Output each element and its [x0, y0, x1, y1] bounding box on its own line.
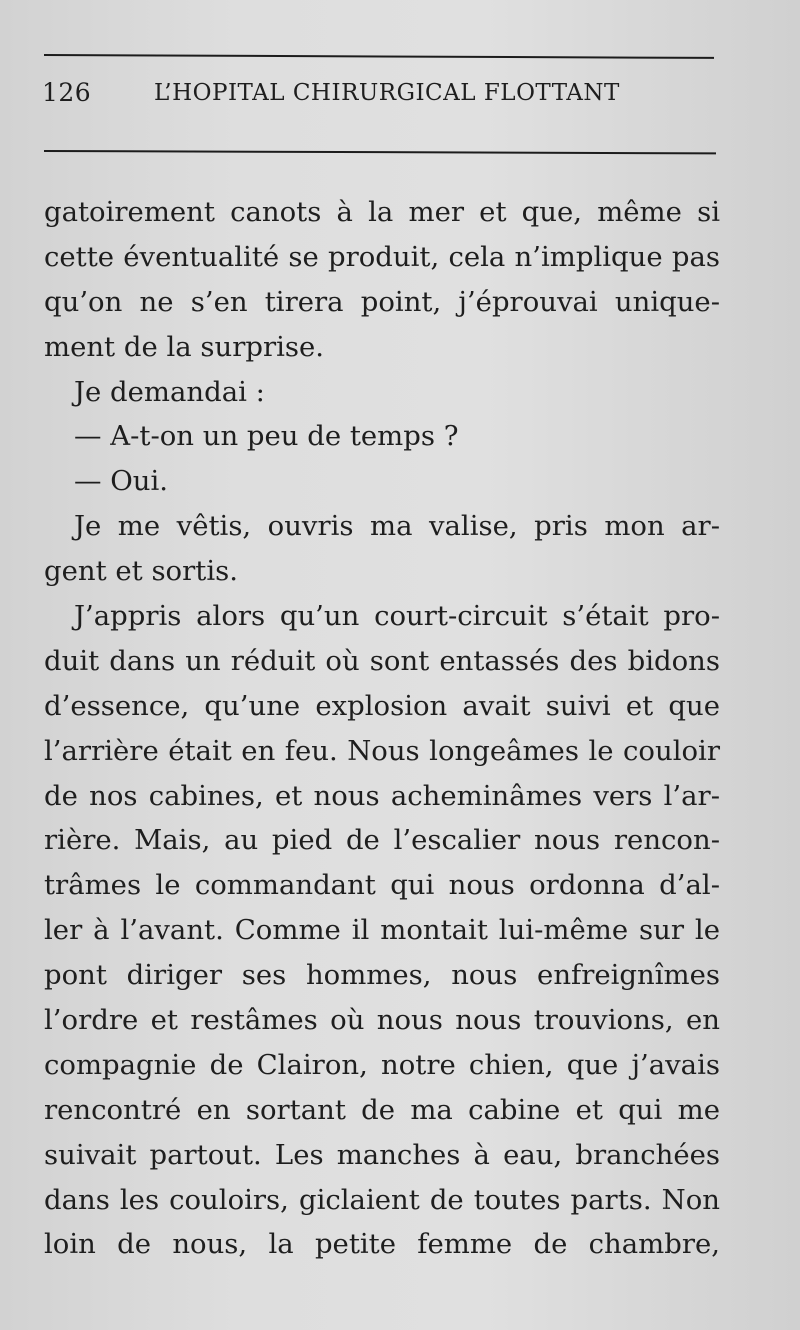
text-line: pont diriger ses hommes, nous enfreignîmes	[44, 959, 720, 992]
text-line: compagnie de Clairon, notre chien, que j’avais	[44, 1048, 720, 1081]
text-line: l’arrière était en feu. Nous longeâmes le couloir	[44, 734, 720, 767]
text-line: J’appris alors qu’un court-circuit s’était pro-	[74, 600, 720, 633]
text-line: gent et sortis.	[44, 555, 238, 588]
text-line: — A-t-on un peu de temps ?	[74, 420, 459, 453]
text-line: d’essence, qu’une explosion avait suivi et que	[44, 689, 720, 722]
text-line: rencontré en sortant de ma cabine et qui me	[44, 1093, 720, 1126]
text-line: de nos cabines, et nous acheminâmes vers l’ar-	[44, 779, 720, 812]
text-line: Je me vêtis, ouvris ma valise, pris mon ar-	[74, 510, 720, 543]
text-line: l’ordre et restâmes où nous nous trouvions, en	[44, 1004, 720, 1037]
text-line: suivait partout. Les manches à eau, branchées	[44, 1138, 720, 1171]
text-line: Je demandai :	[74, 375, 265, 408]
text-line: trâmes le commandant qui nous ordonna d’al-	[44, 869, 720, 902]
text-line: ler à l’avant. Comme il montait lui-même sur le	[44, 914, 720, 947]
text-line: gatoirement canots à la mer et que, même si	[44, 196, 720, 228]
text-line: cette éventualité se produit, cela n’implique pas	[44, 240, 720, 273]
page-number: 126	[42, 78, 92, 107]
text-line: qu’on ne s’en tirera point, j’éprouvai unique-	[44, 285, 720, 318]
text-line: loin de nous, la petite femme de chambre,	[44, 1228, 720, 1261]
text-line: — Oui.	[74, 465, 169, 498]
text-line: duit dans un réduit où sont entassés des bidons	[44, 644, 720, 677]
body-text	[44, 190, 720, 1267]
text-line: ment de la surprise.	[44, 330, 325, 363]
header-bottom-rule	[44, 150, 716, 154]
running-title: L’HOPITAL CHIRURGICAL FLOTTANT	[154, 80, 620, 106]
text-line: rière. Mais, au pied de l’escalier nous rencon-	[44, 824, 720, 857]
header-top-rule	[44, 54, 714, 59]
running-header	[42, 78, 722, 118]
text-line: dans les couloirs, giclaient de toutes parts. Non	[44, 1183, 720, 1216]
